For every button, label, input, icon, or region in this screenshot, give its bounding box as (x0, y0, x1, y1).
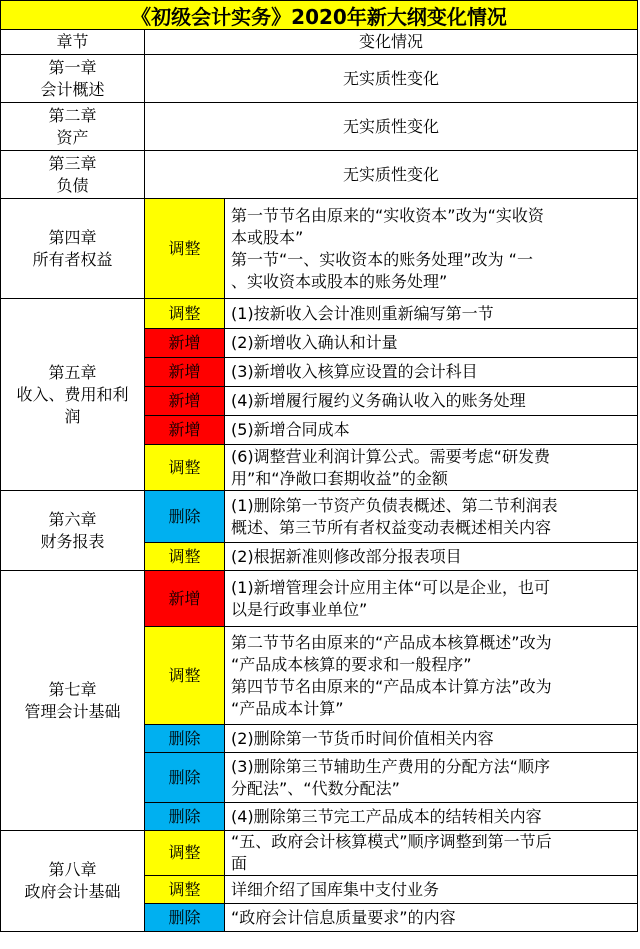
change-description (225, 803, 638, 831)
description-line: 概述、第三节所有者权益变动表概述相关内容 (231, 517, 552, 537)
description-line: (2)根据新准则修改部分报表项目 (231, 546, 462, 566)
chapter-label-line1: 第八章 (48, 860, 97, 879)
chapter-label-line2: 负债 (56, 175, 89, 195)
change-description (225, 387, 638, 416)
chapter-label-line1: 第三章 (48, 153, 97, 173)
description-line: “产品成本核算的要求和一般程序” (231, 654, 472, 674)
table-row (1, 151, 638, 199)
change-description (225, 753, 638, 803)
description-line: (4)删除第三节完工产品成本的结转相关内容 (231, 806, 542, 826)
table-row (1, 103, 638, 151)
change-description (225, 627, 638, 725)
description-line: (2)新增收入确认和计量 (231, 333, 398, 352)
change-type-tag: 删除 (145, 904, 225, 932)
description-line: 本或股本” (231, 227, 304, 247)
description-line: “产品成本计算” (231, 698, 344, 718)
description-line: 详细介绍了国库集中支付业务 (231, 879, 440, 899)
description-line: 第一节“一、实收资本的账务处理”改为 “一 (231, 249, 533, 269)
change-cell: 无实质性变化 (145, 103, 638, 151)
description-line: 第四节节名由原来的“产品成本计算方法”改为 (231, 676, 552, 696)
chapter-cell (1, 831, 145, 932)
change-cell: 无实质性变化 (145, 151, 638, 199)
change-type-tag: 新增 (145, 358, 225, 387)
change-description (225, 831, 638, 876)
change-type-tag: 删除 (145, 491, 225, 543)
table-row (1, 299, 638, 329)
chapter-cell (1, 199, 145, 299)
chapter-label-line2: 管理会计基础 (24, 701, 121, 721)
chapter-cell (1, 491, 145, 571)
chapter-label-line2: 会计概述 (40, 79, 105, 99)
change-description (225, 445, 638, 491)
chapter-label-line1: 第四章 (48, 227, 97, 247)
change-type-tag: 调整 (145, 543, 225, 571)
change-type-tag: 调整 (145, 445, 225, 491)
description-line: (3)删除第三节辅助生产费用的分配方法“顺序 (231, 756, 550, 776)
chapter-label-line2: 财务报表 (40, 531, 105, 551)
change-description (225, 416, 638, 445)
description-line: 用”和“净敞口套期收益”的金额 (231, 468, 448, 488)
chapter-label-line1: 第一章 (48, 57, 97, 77)
change-description (225, 725, 638, 753)
change-description (225, 876, 638, 904)
chapter-label-line3: 润 (64, 406, 81, 426)
description-line: (1)新增管理会计应用主体“可以是企业，也可 (231, 577, 550, 597)
header-change: 变化情况 (145, 30, 638, 55)
table-row (1, 571, 638, 627)
change-type-tag: 新增 (145, 571, 225, 627)
table-title: 《初级会计实务》2020年新大纲变化情况 (0, 0, 638, 30)
change-type-tag: 删除 (145, 725, 225, 753)
header-chapter: 章节 (1, 30, 145, 55)
description-line: “五、政府会计核算模式”顺序调整到第一节后 (231, 832, 552, 851)
description-line: 分配法”、“代数分配法” (231, 778, 400, 798)
description-line: (1)删除第一节资产负债表概述、第二节利润表 (231, 495, 558, 515)
change-description (225, 358, 638, 387)
chapter-label-line1: 第七章 (48, 679, 97, 699)
change-type-tag: 调整 (145, 199, 225, 299)
description-line: 第一节节名由原来的“实收资本”改为“实收资 (231, 205, 544, 225)
description-line: (2)删除第一节货币时间价值相关内容 (231, 728, 494, 748)
description-line: “政府会计信息质量要求”的内容 (231, 907, 456, 927)
table-row (1, 55, 638, 103)
change-type-tag: 删除 (145, 753, 225, 803)
description-line: 第二节节名由原来的“产品成本核算概述”改为 (231, 632, 552, 652)
change-type-tag: 调整 (145, 627, 225, 725)
table-row (1, 199, 638, 299)
description-line: 以是行政事业单位” (231, 599, 368, 619)
chapter-cell (1, 55, 145, 103)
change-type-tag: 新增 (145, 416, 225, 445)
description-line: 、实收资本或股本的账务处理” (231, 271, 448, 291)
change-description (225, 904, 638, 932)
chapter-label-line1: 第六章 (48, 509, 97, 529)
chapter-cell (1, 103, 145, 151)
chapter-label-line2: 政府会计基础 (24, 882, 121, 901)
change-type-tag: 新增 (145, 329, 225, 358)
table-row (1, 831, 638, 876)
description-line: (5)新增合同成本 (231, 420, 350, 439)
chapter-cell (1, 299, 145, 491)
change-description (225, 543, 638, 571)
change-type-tag: 调整 (145, 876, 225, 904)
chapter-cell (1, 151, 145, 199)
change-type-tag: 调整 (145, 831, 225, 876)
chapter-label-line1: 第五章 (48, 362, 97, 382)
table-row (1, 491, 638, 543)
description-line: (4)新增履行履约义务确认收入的账务处理 (231, 391, 526, 410)
chapter-cell (1, 571, 145, 831)
change-type-tag: 删除 (145, 803, 225, 831)
change-cell: 无实质性变化 (145, 55, 638, 103)
description-line: (3)新增收入核算应设置的会计科目 (231, 362, 478, 381)
change-type-tag: 调整 (145, 299, 225, 329)
description-line: (1)按新收入会计准则重新编写第一节 (231, 303, 494, 323)
change-description (225, 329, 638, 358)
description-line: (6)调整营业利润计算公式。需要考虑“研发费 (231, 446, 550, 466)
chapter-label-line2: 所有者权益 (32, 249, 113, 269)
change-description (225, 199, 638, 299)
changes-table (0, 29, 638, 932)
change-description (225, 491, 638, 543)
change-description (225, 571, 638, 627)
chapter-label-line1: 第二章 (48, 105, 97, 125)
description-line: 面 (231, 854, 248, 873)
chapter-label-line2: 收入、费用和利 (16, 384, 129, 404)
chapter-label-line2: 资产 (56, 127, 89, 147)
change-description (225, 299, 638, 329)
header-row (1, 30, 638, 55)
change-type-tag: 新增 (145, 387, 225, 416)
